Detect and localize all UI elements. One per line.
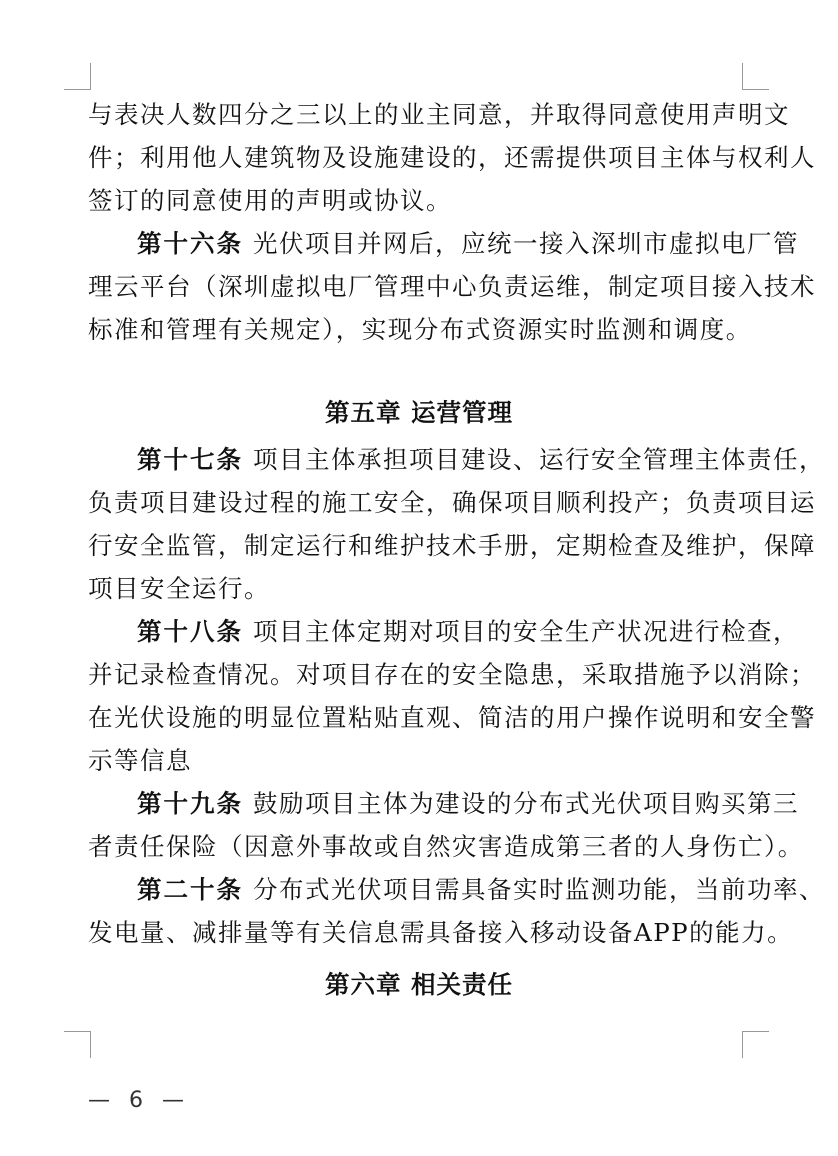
section-spacer <box>88 351 750 388</box>
article-first-line <box>88 438 825 481</box>
text-line: 分布式光伏项目需具备实时监测功能，当前功率、 <box>253 875 825 904</box>
article-number: 第十九条 <box>137 789 243 818</box>
text-line: 件；利用他人建筑物及设施建设的，还需提供项目主体与权利人 <box>88 143 816 172</box>
text-line: 发电量、减排量等有关信息需具备接入移动设备APP的能力。 <box>88 918 794 947</box>
text-line: 鼓励项目主体为建设的分布式光伏项目购买第三 <box>253 789 799 818</box>
text-line: 示等信息 <box>88 746 192 775</box>
text-line: 并记录检查情况。对项目存在的安全隐患，采取措施予以消除； <box>88 660 816 689</box>
text-line: 光伏项目并网后，应统一接入深圳市虚拟电厂管 <box>253 229 799 258</box>
chapter-heading: 第六章 相关责任 <box>324 970 514 999</box>
crop-mark-top-left <box>64 63 91 90</box>
article-number: 第十八条 <box>137 617 243 646</box>
article-number: 第十六条 <box>137 229 243 258</box>
paragraph-continuation <box>88 93 816 222</box>
chapter-heading: 第五章 运营管理 <box>324 398 514 427</box>
article-19 <box>88 782 804 868</box>
text-line: 项目主体定期对项目的安全生产状况进行检查， <box>253 617 799 646</box>
text-line: 项目主体承担项目建设、运行安全管理主体责任， <box>253 445 825 474</box>
crop-mark-top-right <box>742 63 769 90</box>
article-first-line <box>88 222 799 265</box>
text-line: 在光伏设施的明显位置粘贴直观、简洁的用户操作说明和安全警 <box>88 703 816 732</box>
crop-mark-bottom-right <box>742 1031 769 1058</box>
crop-mark-bottom-left <box>64 1031 91 1058</box>
article-18 <box>88 610 816 782</box>
text-line: 者责任保险（因意外事故或自然灾害造成第三者的人身伤亡）。 <box>88 832 804 861</box>
article-first-line <box>88 610 799 653</box>
text-line: 行安全监管，制定运行和维护技术手册，定期检查及维护，保障 <box>88 531 816 560</box>
article-16 <box>88 222 816 351</box>
document-body <box>88 93 825 954</box>
article-first-line <box>88 782 799 825</box>
article-20 <box>88 868 825 954</box>
article-number: 第十七条 <box>137 445 243 474</box>
text-line: 签订的同意使用的声明或协议。 <box>88 186 452 215</box>
text-line: 负责项目建设过程的施工安全，确保项目顺利投产；负责项目运 <box>88 488 816 517</box>
article-17 <box>88 438 825 610</box>
article-number: 第二十条 <box>137 875 243 904</box>
text-line: 标准和管理有关规定），实现分布式资源实时监测和调度。 <box>88 315 752 344</box>
text-line: 理云平台（深圳虚拟电厂管理中心负责运维，制定项目接入技术 <box>88 272 816 301</box>
page-number: — 6 — <box>88 1088 190 1113</box>
text-line: 项目安全运行。 <box>88 574 270 603</box>
text-line: 与表决人数四分之三以上的业主同意，并取得同意使用声明文 <box>88 100 790 129</box>
article-first-line <box>88 868 825 911</box>
